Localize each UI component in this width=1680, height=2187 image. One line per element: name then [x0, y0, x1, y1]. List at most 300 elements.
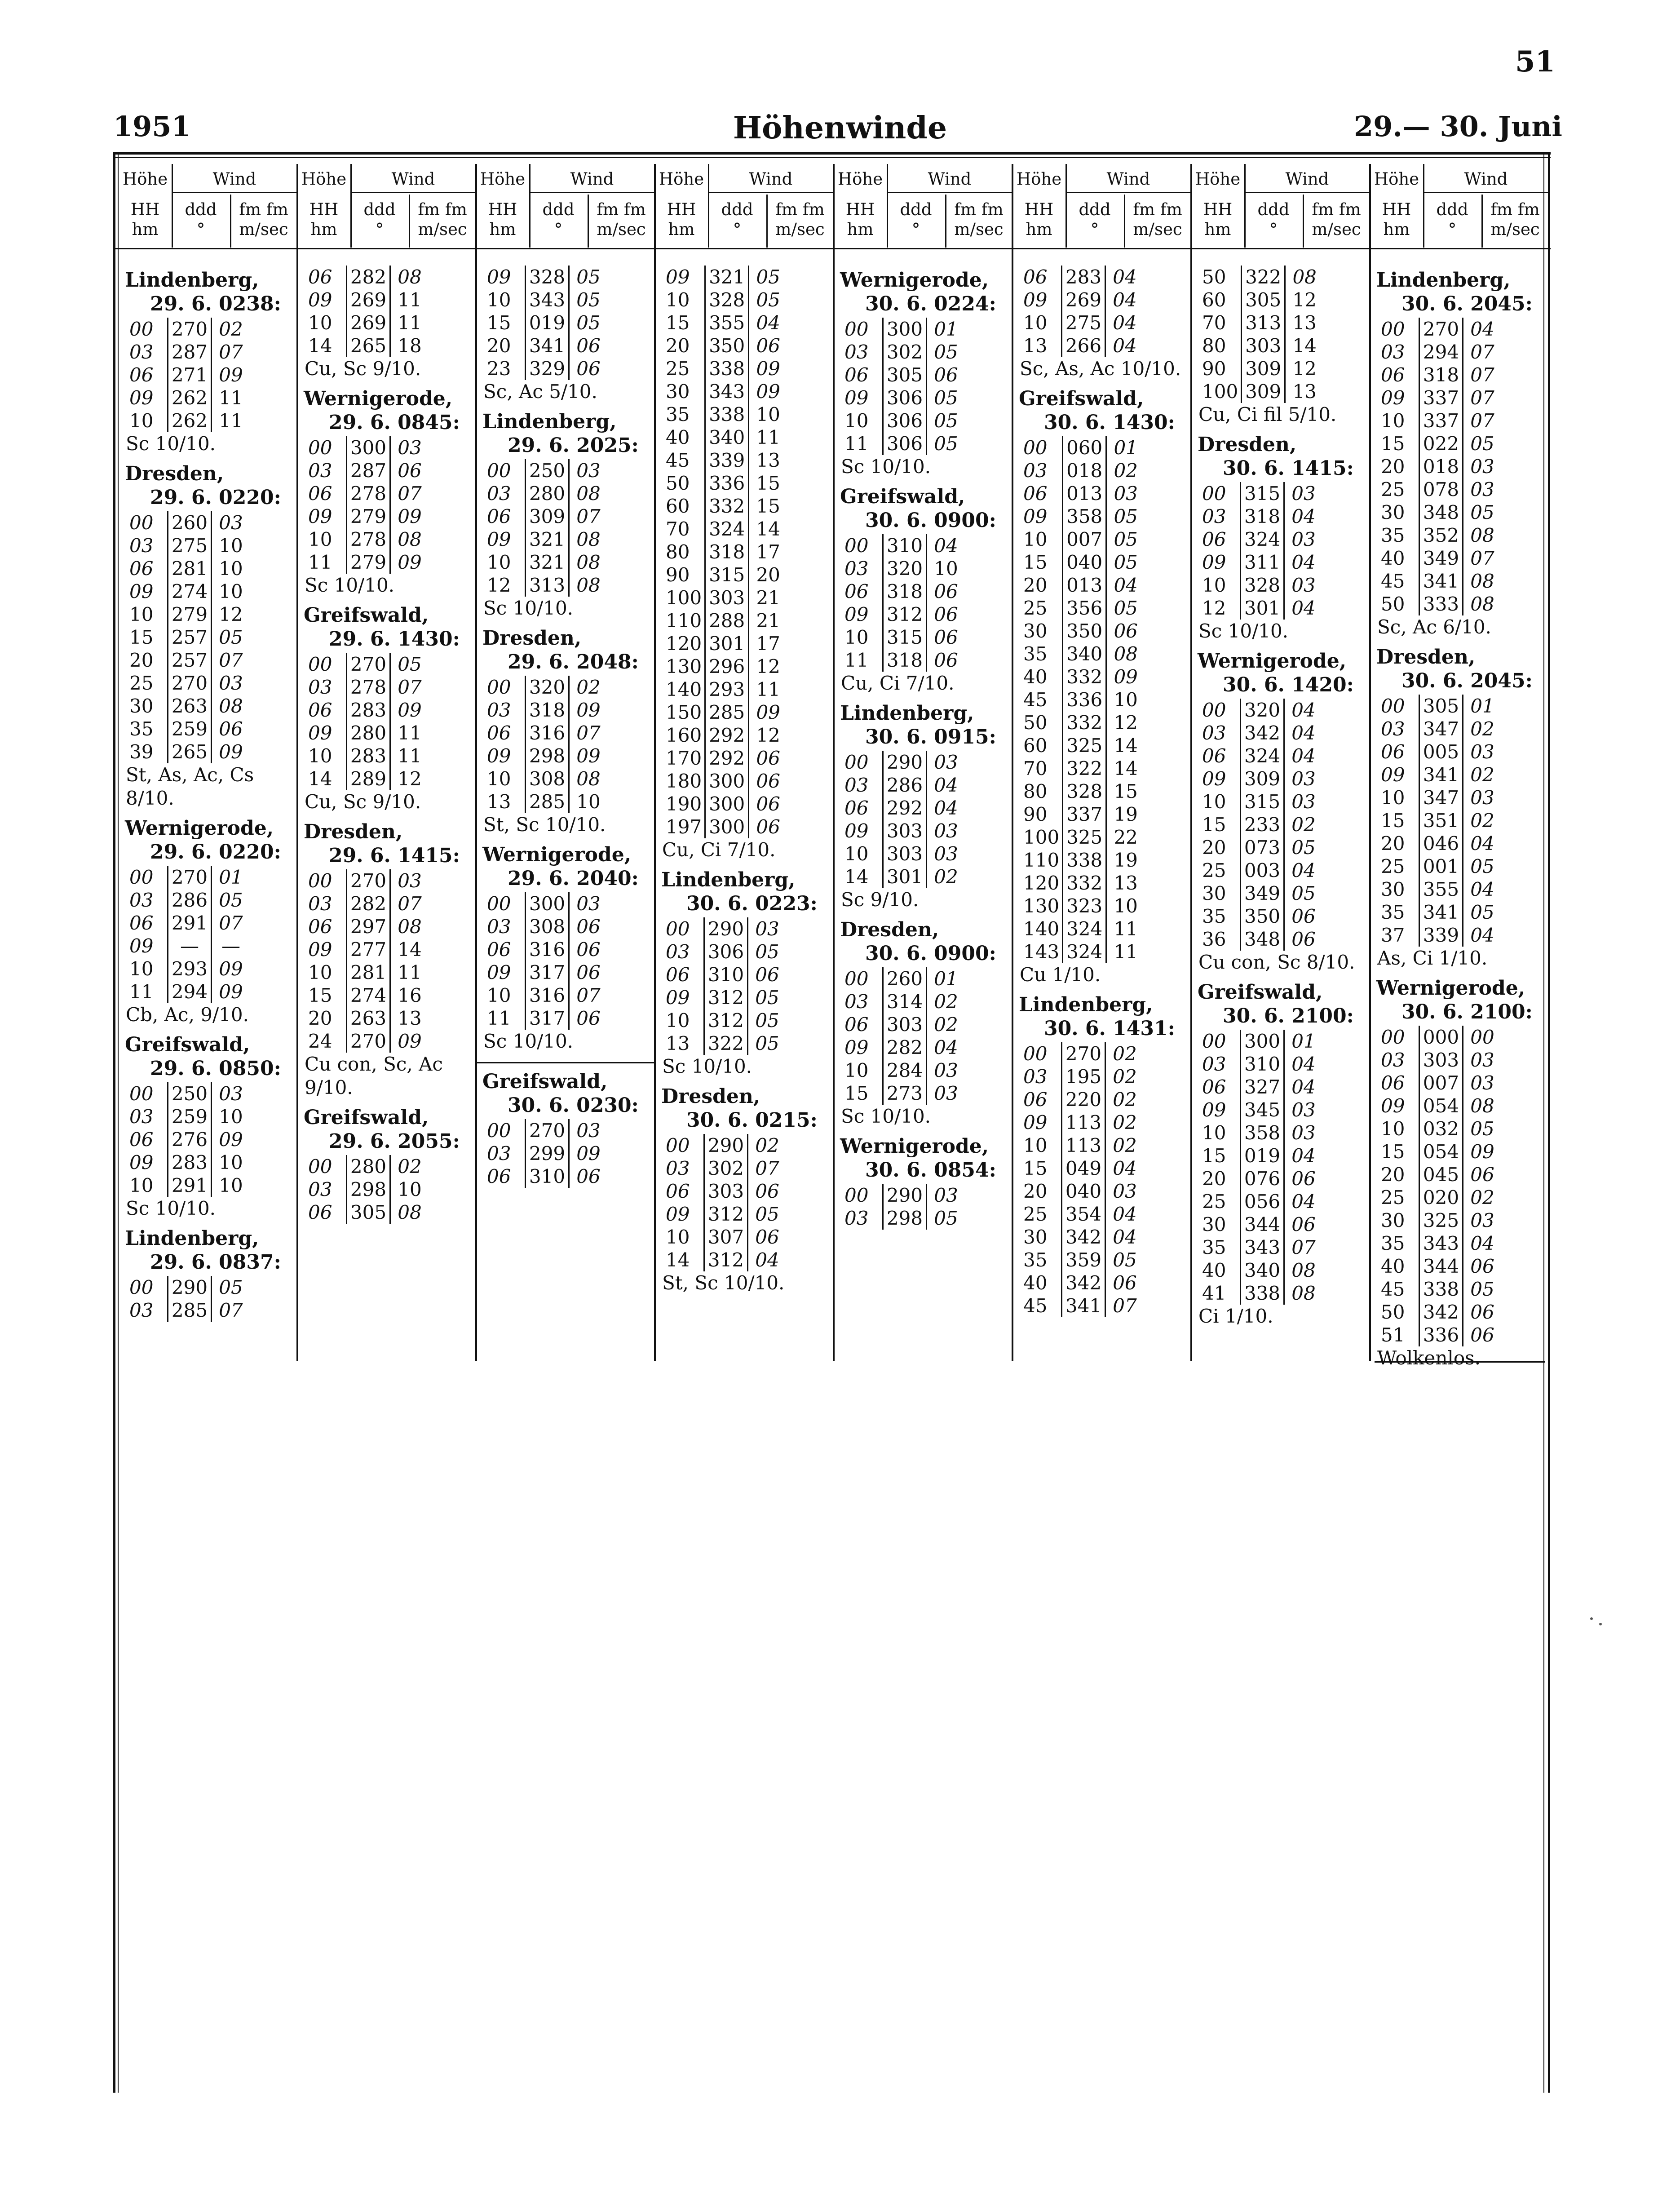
speed-cell: 08	[390, 915, 429, 938]
speed-cell: 08	[1284, 1259, 1323, 1282]
height-cell: 35	[666, 403, 690, 425]
direction-cell: 305	[1419, 695, 1463, 717]
speed-cell: —	[212, 934, 250, 957]
cloud-remark: Cu, Ci fil 5/10.	[1198, 403, 1337, 425]
speed-cell: 09	[1463, 1140, 1502, 1163]
header-hm: hm	[489, 220, 516, 239]
direction-cell: 343	[705, 380, 749, 403]
direction-cell: 233	[1241, 813, 1284, 836]
station-name: Lindenberg,	[840, 702, 974, 725]
speed-cell: 08	[569, 574, 608, 597]
header-grid-line	[1244, 192, 1370, 193]
header-wind: Wind	[212, 169, 256, 189]
station-name: Greifswald,	[1019, 387, 1144, 410]
station-name: Lindenberg,	[1376, 269, 1511, 292]
observation-time: 30. 6. 1420:	[1223, 673, 1354, 696]
table-row	[842, 432, 965, 455]
table-row	[663, 963, 786, 986]
direction-cell: 318	[883, 580, 927, 603]
observation-time: 29. 6. 2048:	[508, 651, 639, 673]
direction-cell: 314	[883, 990, 927, 1013]
speed-cell: 04	[1105, 288, 1144, 311]
table-row	[663, 357, 787, 380]
height-cell: 09	[129, 1151, 154, 1173]
direction-cell: 340	[1241, 1259, 1284, 1282]
table-row	[1199, 1144, 1322, 1167]
cloud-remark: Cu con, Sc 8/10.	[1198, 951, 1355, 973]
height-cell: 20	[1023, 574, 1048, 596]
speed-cell: 13	[1285, 380, 1324, 403]
height-cell: 45	[1023, 1295, 1048, 1317]
speed-cell: 06	[1463, 1255, 1502, 1278]
table-row	[484, 744, 607, 767]
height-cell: 00	[1381, 1026, 1405, 1048]
table-row	[1199, 722, 1322, 744]
header-hm: hm	[668, 220, 695, 239]
station-name: Wernigerode,	[840, 1135, 989, 1158]
direction-cell: 329	[526, 357, 569, 380]
direction-cell: 318	[526, 699, 569, 722]
station-name: Lindenberg,	[125, 1227, 259, 1250]
height-cell: 06	[1202, 745, 1226, 767]
station-name: Wernigerode,	[1198, 650, 1347, 673]
direction-cell: 300	[705, 792, 749, 815]
direction-cell: 259	[168, 717, 212, 740]
speed-cell: 09	[390, 1030, 429, 1053]
speed-cell: 03	[1284, 790, 1323, 813]
table-row	[663, 609, 787, 632]
speed-cell: 06	[569, 1165, 608, 1188]
direction-cell: 279	[168, 603, 212, 626]
table-row	[1378, 832, 1501, 855]
height-cell: 00	[308, 1155, 332, 1178]
header-hh: HH	[667, 200, 696, 219]
direction-cell: 322	[1063, 757, 1106, 780]
height-cell: 30	[1381, 878, 1405, 900]
height-cell: 03	[129, 341, 154, 363]
direction-cell: 313	[1242, 311, 1285, 334]
table-row	[484, 551, 607, 574]
table-row	[1021, 1065, 1144, 1088]
direction-cell: 286	[883, 774, 927, 797]
height-cell: 03	[129, 1299, 154, 1321]
speed-cell: 04	[1105, 334, 1144, 357]
table-row	[1021, 1088, 1144, 1111]
direction-cell: 317	[526, 961, 569, 984]
table-row	[1378, 1209, 1501, 1232]
header-hoehe: Höhe	[659, 169, 704, 189]
speed-cell: 02	[748, 1134, 787, 1157]
direction-cell: 292	[705, 724, 749, 747]
cloud-remark: Cu, Ci 7/10.	[662, 839, 776, 861]
table-row	[1199, 505, 1322, 528]
direction-cell: 315	[883, 626, 927, 649]
speed-cell: 04	[1284, 505, 1323, 528]
direction-cell: 285	[526, 790, 569, 813]
speed-cell: 06	[927, 603, 965, 626]
speed-cell: 05	[569, 288, 608, 311]
direction-cell: 269	[347, 311, 390, 334]
speed-cell: 03	[390, 436, 429, 459]
header-grid-line	[766, 195, 768, 248]
station-name: Dresden,	[840, 918, 939, 941]
height-cell: 00	[487, 893, 511, 915]
speed-cell: 07	[748, 1157, 787, 1180]
header-hoehe: Höhe	[122, 169, 168, 189]
speed-cell: 04	[1284, 699, 1323, 722]
height-cell: 10	[666, 1009, 690, 1032]
table-row	[663, 563, 787, 586]
column-body	[834, 264, 1012, 1230]
speed-cell: 02	[1463, 717, 1502, 740]
observation-table	[842, 1184, 965, 1230]
height-cell: 06	[1381, 1072, 1405, 1094]
table-row	[1021, 482, 1145, 505]
column-header	[119, 164, 297, 248]
table-row	[305, 869, 429, 892]
station-name: Greifswald,	[1198, 981, 1323, 1004]
height-cell: 80	[666, 541, 690, 563]
direction-cell: 322	[1242, 266, 1285, 288]
table-row	[127, 1105, 250, 1128]
observation-table	[1199, 266, 1323, 403]
height-cell: 14	[308, 768, 332, 790]
speed-cell: 01	[1463, 695, 1502, 717]
height-cell: 170	[666, 747, 702, 769]
height-cell: 160	[666, 724, 702, 746]
table-row	[1378, 547, 1501, 570]
observation-table	[1021, 1042, 1144, 1317]
direction-cell: 286	[168, 889, 212, 912]
speed-cell: 07	[569, 984, 608, 1007]
observation-time: 29. 6. 2055:	[329, 1130, 460, 1153]
cloud-remark: Sc, As, Ac 10/10.	[1020, 358, 1181, 380]
height-cell: 10	[487, 984, 511, 1006]
table-row	[305, 699, 429, 722]
direction-cell: 301	[705, 632, 749, 655]
speed-cell: 03	[569, 1119, 608, 1142]
table-row	[1021, 505, 1145, 528]
height-cell: 00	[129, 512, 154, 534]
height-cell: 03	[1381, 1049, 1405, 1071]
observation-time: 29. 6. 0220:	[150, 486, 281, 509]
direction-cell: 342	[1062, 1226, 1105, 1248]
observation-table	[305, 436, 429, 574]
table-row	[484, 482, 607, 505]
direction-cell: 270	[168, 866, 212, 889]
direction-cell: 284	[883, 1059, 927, 1082]
height-cell: 50	[1023, 712, 1048, 734]
height-cell: 30	[129, 695, 154, 717]
direction-cell: 292	[883, 797, 927, 819]
table-row	[663, 334, 787, 357]
speed-cell: 06	[927, 626, 965, 649]
height-cell: 20	[666, 335, 690, 357]
direction-cell: 316	[526, 722, 569, 744]
height-cell: 03	[844, 558, 869, 580]
speed-cell: 07	[1463, 363, 1502, 386]
table-row	[1378, 695, 1501, 717]
table-row	[663, 632, 787, 655]
observation-time: 29. 6. 0238:	[150, 292, 281, 315]
direction-cell: 262	[168, 386, 212, 409]
direction-cell: 040	[1063, 551, 1106, 574]
data-column	[834, 164, 1012, 1361]
cloud-remark: Sc, Ac 5/10.	[483, 381, 597, 403]
table-row	[1021, 334, 1144, 357]
height-cell: 09	[308, 289, 332, 311]
header-ddd: ddd	[185, 200, 217, 219]
direction-cell: 305	[883, 363, 927, 386]
table-row	[1021, 1248, 1144, 1271]
speed-cell: 21	[749, 586, 787, 609]
table-row	[1021, 1042, 1144, 1065]
direction-cell: 277	[347, 938, 390, 961]
speed-cell: 03	[212, 672, 250, 695]
direction-cell: 263	[168, 695, 212, 717]
direction-cell: 338	[1063, 849, 1106, 872]
table-row	[663, 540, 787, 563]
header-hh: HH	[309, 200, 339, 219]
speed-cell: 09	[390, 699, 429, 722]
height-cell: 40	[1202, 1259, 1226, 1281]
height-cell: 10	[129, 958, 154, 980]
cloud-remark: Sc 10/10.	[841, 1105, 931, 1127]
table-row	[1199, 1098, 1322, 1121]
header-hm: hm	[1026, 220, 1052, 239]
height-cell: 40	[666, 426, 690, 448]
direction-cell: 000	[1419, 1026, 1463, 1049]
page-title: Höhenwinde	[733, 110, 947, 146]
table-row	[305, 938, 429, 961]
observation-time: 30. 6. 2100:	[1223, 1005, 1354, 1027]
height-cell: 50	[1381, 593, 1405, 615]
height-cell: 11	[129, 981, 154, 1003]
speed-cell: 10	[212, 1151, 250, 1174]
height-cell: 10	[308, 312, 332, 334]
header-msec: m/sec	[1312, 220, 1361, 239]
height-cell: 30	[666, 381, 690, 403]
height-cell: 10	[844, 1059, 869, 1081]
table-row	[305, 767, 429, 790]
height-cell: 60	[666, 495, 690, 517]
height-cell: 06	[1381, 741, 1405, 763]
height-cell: 15	[1381, 1141, 1405, 1163]
header-grid-line	[887, 164, 888, 248]
direction-cell: 303	[883, 819, 927, 842]
direction-cell: 275	[168, 534, 212, 557]
speed-cell: 03	[390, 869, 429, 892]
height-cell: 23	[487, 358, 511, 380]
cloud-remark: Ci 1/10.	[1198, 1305, 1273, 1327]
direction-cell: 313	[526, 574, 569, 597]
direction-cell: 270	[168, 318, 212, 341]
height-cell: 25	[129, 672, 154, 694]
table-row	[1199, 1282, 1322, 1305]
station-name: Greifswald,	[840, 485, 965, 508]
height-cell: 00	[1381, 695, 1405, 717]
header-ddd: ddd	[542, 200, 575, 219]
table-row	[663, 288, 787, 311]
speed-cell: 04	[927, 1036, 965, 1059]
direction-cell: 332	[1063, 665, 1106, 688]
table-row	[1378, 901, 1501, 924]
height-cell: 11	[844, 649, 869, 671]
table-row	[127, 672, 250, 695]
speed-cell: 07	[1105, 1294, 1144, 1317]
speed-cell: 10	[212, 534, 250, 557]
header-wind: Wind	[749, 169, 793, 189]
header-grid-line	[1423, 164, 1424, 248]
table-row	[1021, 849, 1145, 872]
height-cell: 09	[1202, 768, 1226, 790]
height-cell: 25	[666, 358, 690, 380]
direction-cell: 290	[883, 751, 927, 774]
table-row	[305, 1178, 429, 1201]
direction-cell: 297	[347, 915, 390, 938]
speed-cell: 03	[1463, 1071, 1502, 1094]
observation-table	[842, 751, 965, 888]
direction-cell: 290	[168, 1276, 212, 1299]
table-row	[127, 363, 250, 386]
height-cell: 09	[844, 387, 869, 409]
direction-cell: 337	[1419, 409, 1463, 432]
observation-table	[484, 892, 607, 1030]
height-cell: 10	[1023, 528, 1048, 550]
speed-cell: 22	[1106, 826, 1145, 849]
direction-cell: 303	[883, 842, 927, 865]
direction-cell: 290	[704, 917, 748, 940]
height-cell: 25	[1023, 597, 1048, 619]
height-cell: 15	[1202, 814, 1226, 836]
direction-cell: 324	[1063, 917, 1106, 940]
height-cell: 00	[844, 1184, 869, 1206]
header-grid-line	[172, 164, 173, 248]
table-row	[1199, 928, 1322, 951]
header-wind: Wind	[1285, 169, 1329, 189]
direction-cell: 270	[1419, 318, 1463, 341]
direction-cell: 318	[1419, 363, 1463, 386]
header-hm: hm	[132, 220, 159, 239]
height-cell: 10	[666, 1226, 690, 1248]
table-row	[663, 403, 787, 426]
speed-cell: 04	[1463, 832, 1502, 855]
table-row	[1378, 1278, 1501, 1301]
column-header	[655, 164, 834, 248]
header-grid-line	[350, 164, 352, 248]
table-row	[842, 1013, 965, 1036]
table-row	[1378, 924, 1501, 947]
speed-cell: 18	[390, 334, 429, 357]
observation-table	[305, 266, 429, 357]
direction-cell: 338	[705, 357, 749, 380]
observation-table	[1021, 266, 1144, 357]
table-row	[305, 984, 429, 1007]
direction-cell: 220	[1062, 1088, 1105, 1111]
station-name: Lindenberg,	[125, 269, 259, 292]
speed-cell: 13	[1285, 311, 1324, 334]
table-row	[305, 311, 429, 334]
cloud-remark: Cu, Sc 9/10.	[305, 791, 421, 813]
speed-cell: 05	[748, 940, 787, 963]
direction-cell: 310	[883, 534, 927, 557]
direction-cell: 348	[1419, 501, 1463, 524]
direction-cell: 324	[1241, 744, 1284, 767]
direction-cell: 280	[347, 722, 390, 744]
speed-cell: 06	[749, 747, 787, 770]
speed-cell: 08	[1463, 593, 1502, 615]
speed-cell: 06	[749, 334, 787, 357]
table-row	[842, 1207, 965, 1230]
direction-cell: 303	[1419, 1049, 1463, 1071]
station-name: Wernigerode,	[840, 269, 989, 292]
height-cell: 50	[666, 472, 690, 494]
observation-time: 30. 6. 0915:	[865, 726, 996, 748]
speed-cell: 05	[1463, 501, 1502, 524]
height-cell: 25	[1381, 478, 1405, 500]
table-row	[663, 380, 787, 403]
direction-cell: 306	[883, 409, 927, 432]
height-cell: 00	[129, 1083, 154, 1105]
direction-cell: 309	[1242, 380, 1285, 403]
height-cell: 60	[1023, 735, 1048, 757]
speed-cell: 07	[569, 505, 608, 528]
table-row	[1378, 524, 1501, 547]
speed-cell: 05	[1284, 836, 1323, 859]
column-header	[1370, 164, 1549, 248]
speed-cell: 03	[748, 917, 787, 940]
speed-cell: 03	[1105, 1180, 1144, 1203]
speed-cell: 10	[212, 1105, 250, 1128]
height-cell: 09	[487, 528, 511, 550]
header-degree: °	[1269, 220, 1278, 239]
observation-table	[1378, 318, 1501, 615]
height-cell: 30	[1023, 1226, 1048, 1248]
height-cell: 20	[487, 335, 511, 357]
table-row	[842, 797, 965, 819]
speed-cell: 08	[569, 551, 608, 574]
height-cell: 70	[666, 518, 690, 540]
observation-time: 30. 6. 0900:	[865, 509, 996, 532]
table-row	[127, 580, 250, 603]
column-header	[297, 164, 476, 248]
height-cell: 03	[487, 916, 511, 938]
table-row	[127, 1299, 250, 1322]
height-cell: 03	[129, 1106, 154, 1128]
observation-table	[663, 266, 787, 838]
speed-cell: 07	[569, 722, 608, 744]
direction-cell: 337	[1419, 386, 1463, 409]
cloud-remark: As, Ci 1/10.	[1377, 947, 1488, 969]
table-row	[842, 557, 965, 580]
speed-cell: 05	[748, 986, 787, 1009]
observation-time: 30. 6. 0215:	[686, 1109, 818, 1132]
speed-cell: 02	[212, 318, 250, 341]
table-row	[1199, 836, 1322, 859]
height-cell: 120	[1023, 872, 1060, 894]
table-row	[127, 534, 250, 557]
header-hoehe: Höhe	[837, 169, 883, 189]
table-row	[663, 518, 787, 540]
speed-cell: 04	[1463, 924, 1502, 947]
height-cell: 45	[1381, 1278, 1405, 1300]
speed-cell: 02	[1463, 763, 1502, 786]
height-cell: 30	[1381, 501, 1405, 523]
direction-cell: 271	[168, 363, 212, 386]
speed-cell: 12	[1285, 357, 1324, 380]
height-cell: 09	[1381, 1095, 1405, 1117]
height-cell: 50	[1381, 1301, 1405, 1323]
